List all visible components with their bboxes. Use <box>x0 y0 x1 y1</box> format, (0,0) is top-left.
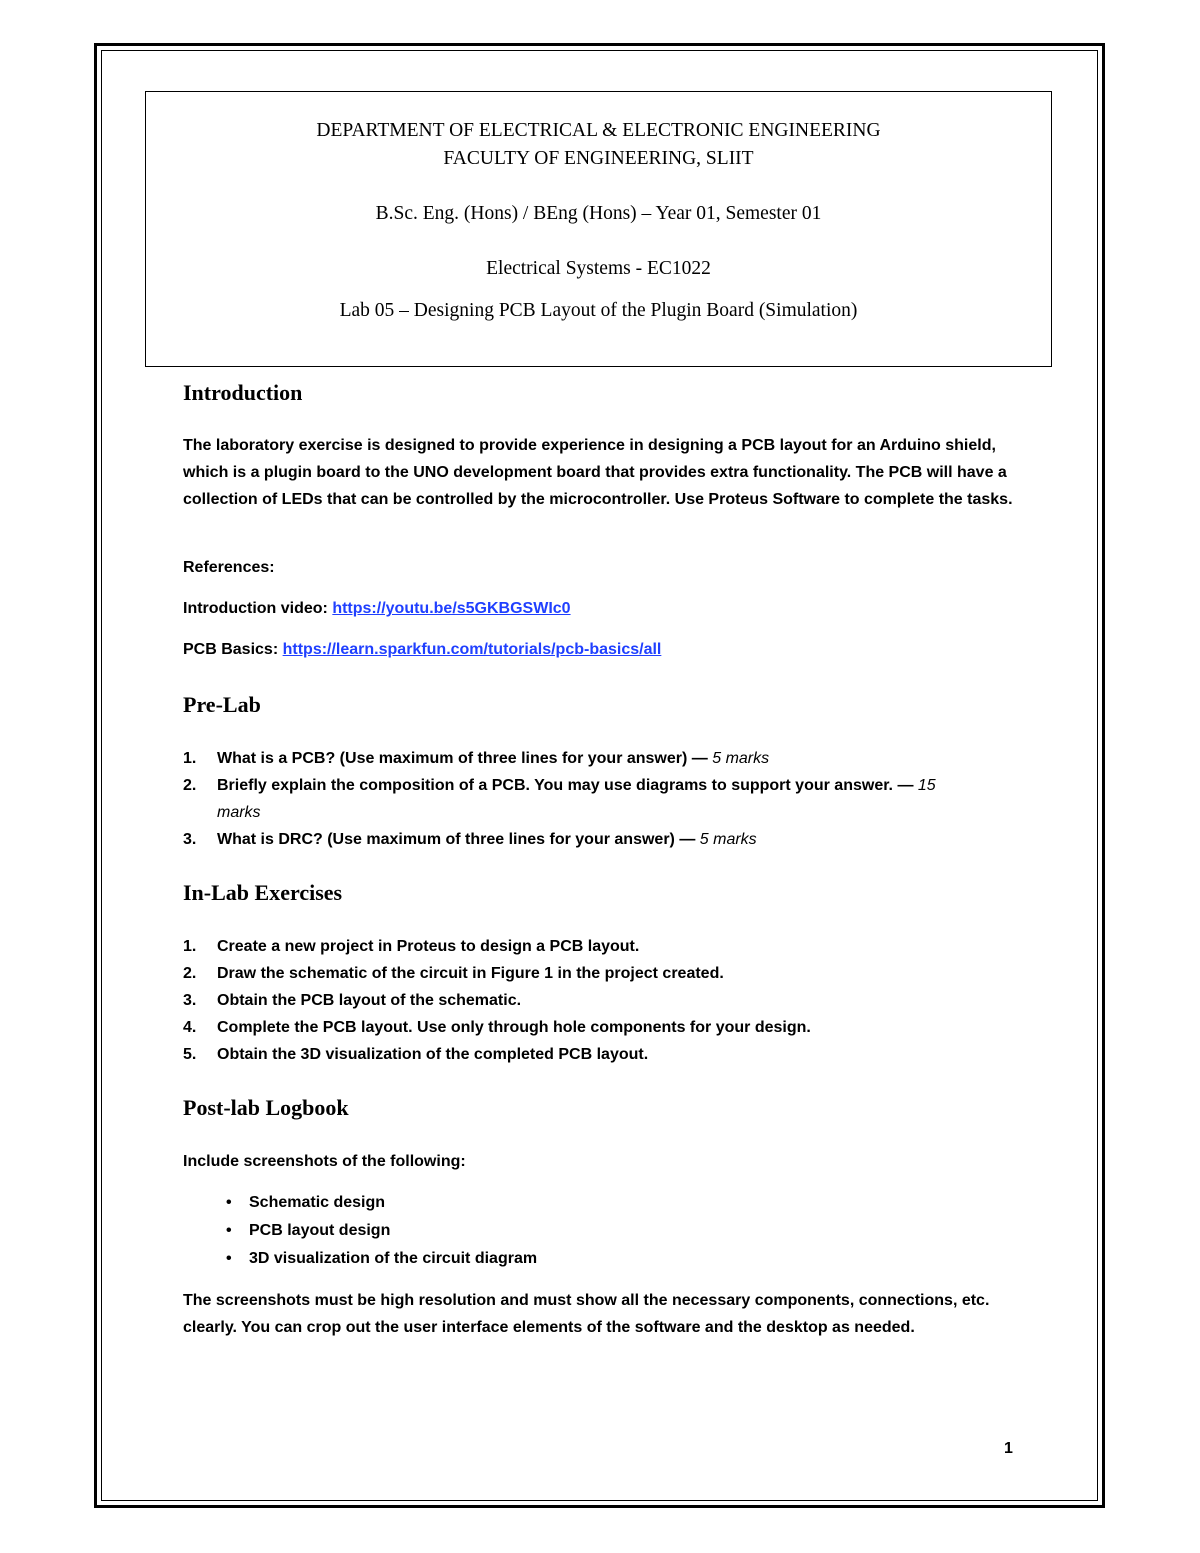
list-item-text: What is a PCB? (Use maximum of three lines for your answer) — <box>217 750 708 767</box>
page-number: 1 <box>1004 1440 1013 1457</box>
department-name: DEPARTMENT OF ELECTRICAL & ELECTRONIC ENGINEERING <box>316 120 881 141</box>
degree-line: B.Sc. Eng. (Hons) / BEng (Hons) – Year 01, Semester 01 <box>375 203 822 224</box>
intro-video-link[interactable]: https://youtu.be/s5GKBGSWIc0 <box>332 600 571 617</box>
list-item-text: Briefly explain the composition of a PCB. You may use diagrams to support your answer. — <box>217 777 914 794</box>
list-number: 3. <box>183 831 197 848</box>
list-item <box>183 960 1019 987</box>
list-item-text: PCB layout design <box>249 1222 391 1239</box>
list-item <box>183 987 1019 1014</box>
list-item-text: What is DRC? (Use maximum of three lines for your answer) — <box>217 831 696 848</box>
bullet-icon: • <box>226 1250 232 1267</box>
list-item <box>183 745 973 772</box>
inlab-list <box>183 933 1019 1068</box>
list-item <box>183 1217 1019 1245</box>
pcb-basics-label: PCB Basics: <box>183 641 279 658</box>
list-number: 1. <box>183 938 197 955</box>
prelab-list <box>183 745 973 853</box>
list-number: 2. <box>183 965 197 982</box>
list-number: 3. <box>183 992 197 1009</box>
faculty-name: FACULTY OF ENGINEERING, SLIIT <box>443 148 754 169</box>
postlab-note: The screenshots must be high resolution and must show all the necessary components, connections, etc. clearly. You can crop out the user interface elements of the software and the desktop as needed. <box>183 1292 990 1336</box>
list-item-text: Schematic design <box>249 1194 386 1211</box>
list-item-text: Draw the schematic of the circuit in Figure 1 in the project created. <box>217 965 724 982</box>
list-item <box>183 1014 1019 1041</box>
list-item <box>183 1041 1019 1068</box>
postlab-intro: Include screenshots of the following: <box>183 1153 466 1170</box>
marks-label: 5 marks <box>712 750 770 767</box>
pcb-basics-link[interactable]: https://learn.sparkfun.com/tutorials/pcb-basics/all <box>282 641 662 658</box>
list-item <box>183 1189 1019 1217</box>
intro-video-label: Introduction video: <box>183 600 328 617</box>
list-item-text: Obtain the 3D visualization of the completed PCB layout. <box>217 1046 649 1063</box>
postlab-bullet-list <box>183 1189 1019 1273</box>
introduction-paragraph: The laboratory exercise is designed to provide experience in designing a PCB layout for an Arduino shield, which is a plugin board to the UNO development board that provides extra functionality. The PCB will have a collection of LEDs that can be controlled by the microcontroller. Use Proteus Software to complete the tasks. <box>183 437 1013 508</box>
marks-label: 15 marks <box>217 777 936 821</box>
list-item-text: 3D visualization of the circuit diagram <box>249 1250 538 1267</box>
inlab-heading: In-Lab Exercises <box>183 880 343 905</box>
list-item-text: Complete the PCB layout. Use only through hole components for your design. <box>217 1019 811 1036</box>
introduction-heading: Introduction <box>183 380 303 405</box>
list-item-text: Create a new project in Proteus to design a PCB layout. <box>217 938 640 955</box>
list-item <box>183 826 973 853</box>
marks-label: 5 marks <box>699 831 757 848</box>
pcb-basics-reference <box>183 636 1019 663</box>
list-item <box>183 933 1019 960</box>
references-label: References: <box>183 559 275 576</box>
list-number: 2. <box>183 777 197 794</box>
list-number: 4. <box>183 1019 197 1036</box>
bullet-icon: • <box>226 1194 232 1211</box>
prelab-heading: Pre-Lab <box>183 692 261 717</box>
bullet-icon: • <box>226 1222 232 1239</box>
list-item <box>183 772 973 826</box>
lab-title: Lab 05 – Designing PCB Layout of the Plugin Board (Simulation) <box>339 300 858 321</box>
list-number: 1. <box>183 750 197 767</box>
postlab-heading: Post-lab Logbook <box>183 1095 349 1120</box>
list-number: 5. <box>183 1046 197 1063</box>
list-item <box>183 1245 1019 1273</box>
title-block <box>145 91 1052 367</box>
intro-video-reference <box>183 595 1019 622</box>
course-line: Electrical Systems - EC1022 <box>486 258 711 279</box>
list-item-text: Obtain the PCB layout of the schematic. <box>217 992 522 1009</box>
